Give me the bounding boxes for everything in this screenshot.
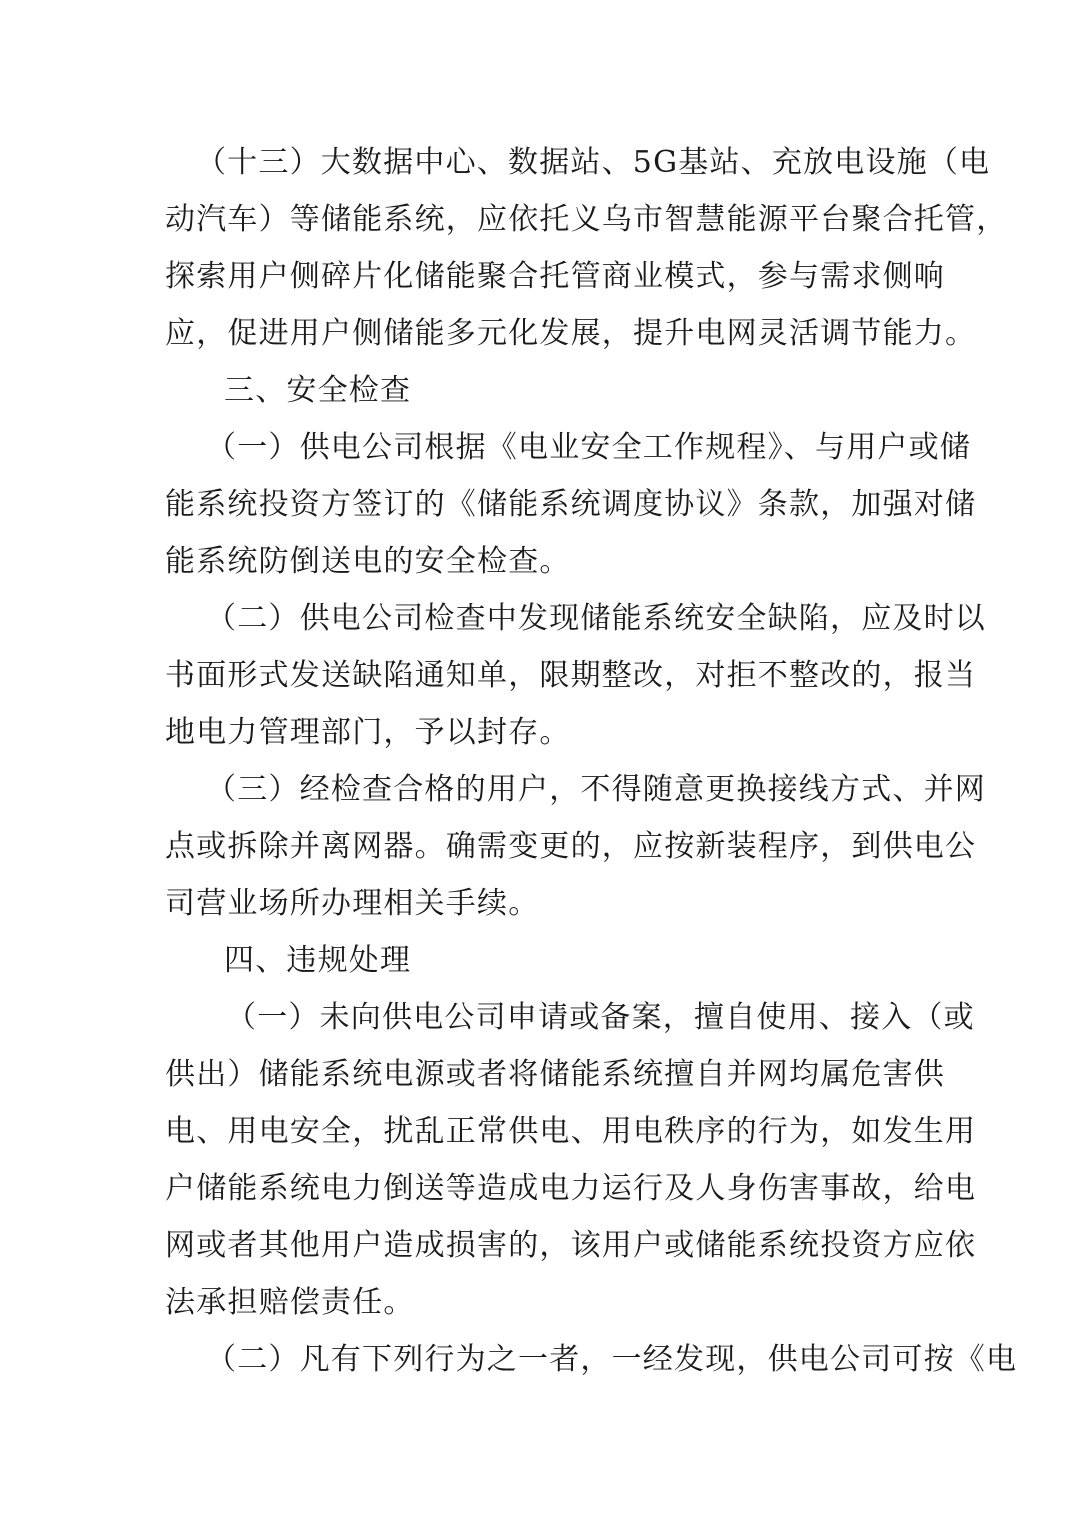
paragraph-v1-line-4: 户储能系统电力倒送等造成电力运行及人身伤害事故，给电 <box>165 1171 977 1206</box>
section-heading-safety-inspection: 三、安全检查 <box>224 373 412 408</box>
section-heading-violation-handling: 四、违规处理 <box>224 943 412 978</box>
paragraph-s1-line-1: （一）供电公司根据《电业安全工作规程》、与用户或储 <box>206 430 971 465</box>
paragraph-13-line-1: （十三）大数据中心、数据站、5G基站、充放电设施（电 <box>196 145 991 180</box>
paragraph-s1-line-2: 能系统投资方签订的《储能系统调度协议》条款，加强对储 <box>165 487 977 522</box>
paragraph-v1-line-6: 法承担赔偿责任。 <box>165 1285 415 1320</box>
paragraph-s2-line-3: 地电力管理部门，予以封存。 <box>165 715 571 750</box>
paragraph-s3-line-3: 司营业场所办理相关手续。 <box>165 886 540 921</box>
paragraph-s2-line-1: （二）供电公司检查中发现储能系统安全缺陷，应及时以 <box>206 601 986 636</box>
paragraph-v2-line-1: （二）凡有下列行为之一者，一经发现，供电公司可按《电 <box>206 1342 1018 1377</box>
paragraph-s1-line-3: 能系统防倒送电的安全检查。 <box>165 544 571 579</box>
paragraph-13-line-4: 应，促进用户侧储能多元化发展，提升电网灵活调节能力。 <box>165 316 977 351</box>
paragraph-v1-line-3: 电、用电安全，扰乱正常供电、用电秩序的行为，如发生用 <box>165 1114 977 1149</box>
paragraph-s3-line-2: 点或拆除并离网器。确需变更的，应按新装程序，到供电公 <box>165 829 977 864</box>
paragraph-v1-line-1: （一）未向供电公司申请或备案，擅自使用、接入（或 <box>226 1000 975 1035</box>
paragraph-s3-line-1: （三）经检查合格的用户，不得随意更换接线方式、并网 <box>206 772 986 807</box>
paragraph-13-line-3: 探索用户侧碎片化储能聚合托管商业模式，参与需求侧响 <box>165 259 945 294</box>
paragraph-v1-line-2: 供出）储能系统电源或者将储能系统擅自并网均属危害供 <box>165 1057 945 1092</box>
paragraph-v1-line-5: 网或者其他用户造成损害的，该用户或储能系统投资方应依 <box>165 1228 977 1263</box>
paragraph-13-line-2: 动汽车）等储能系统，应依托义乌市智慧能源平台聚合托管， <box>165 202 1008 237</box>
paragraph-s2-line-2: 书面形式发送缺陷通知单，限期整改，对拒不整改的，报当 <box>165 658 977 693</box>
